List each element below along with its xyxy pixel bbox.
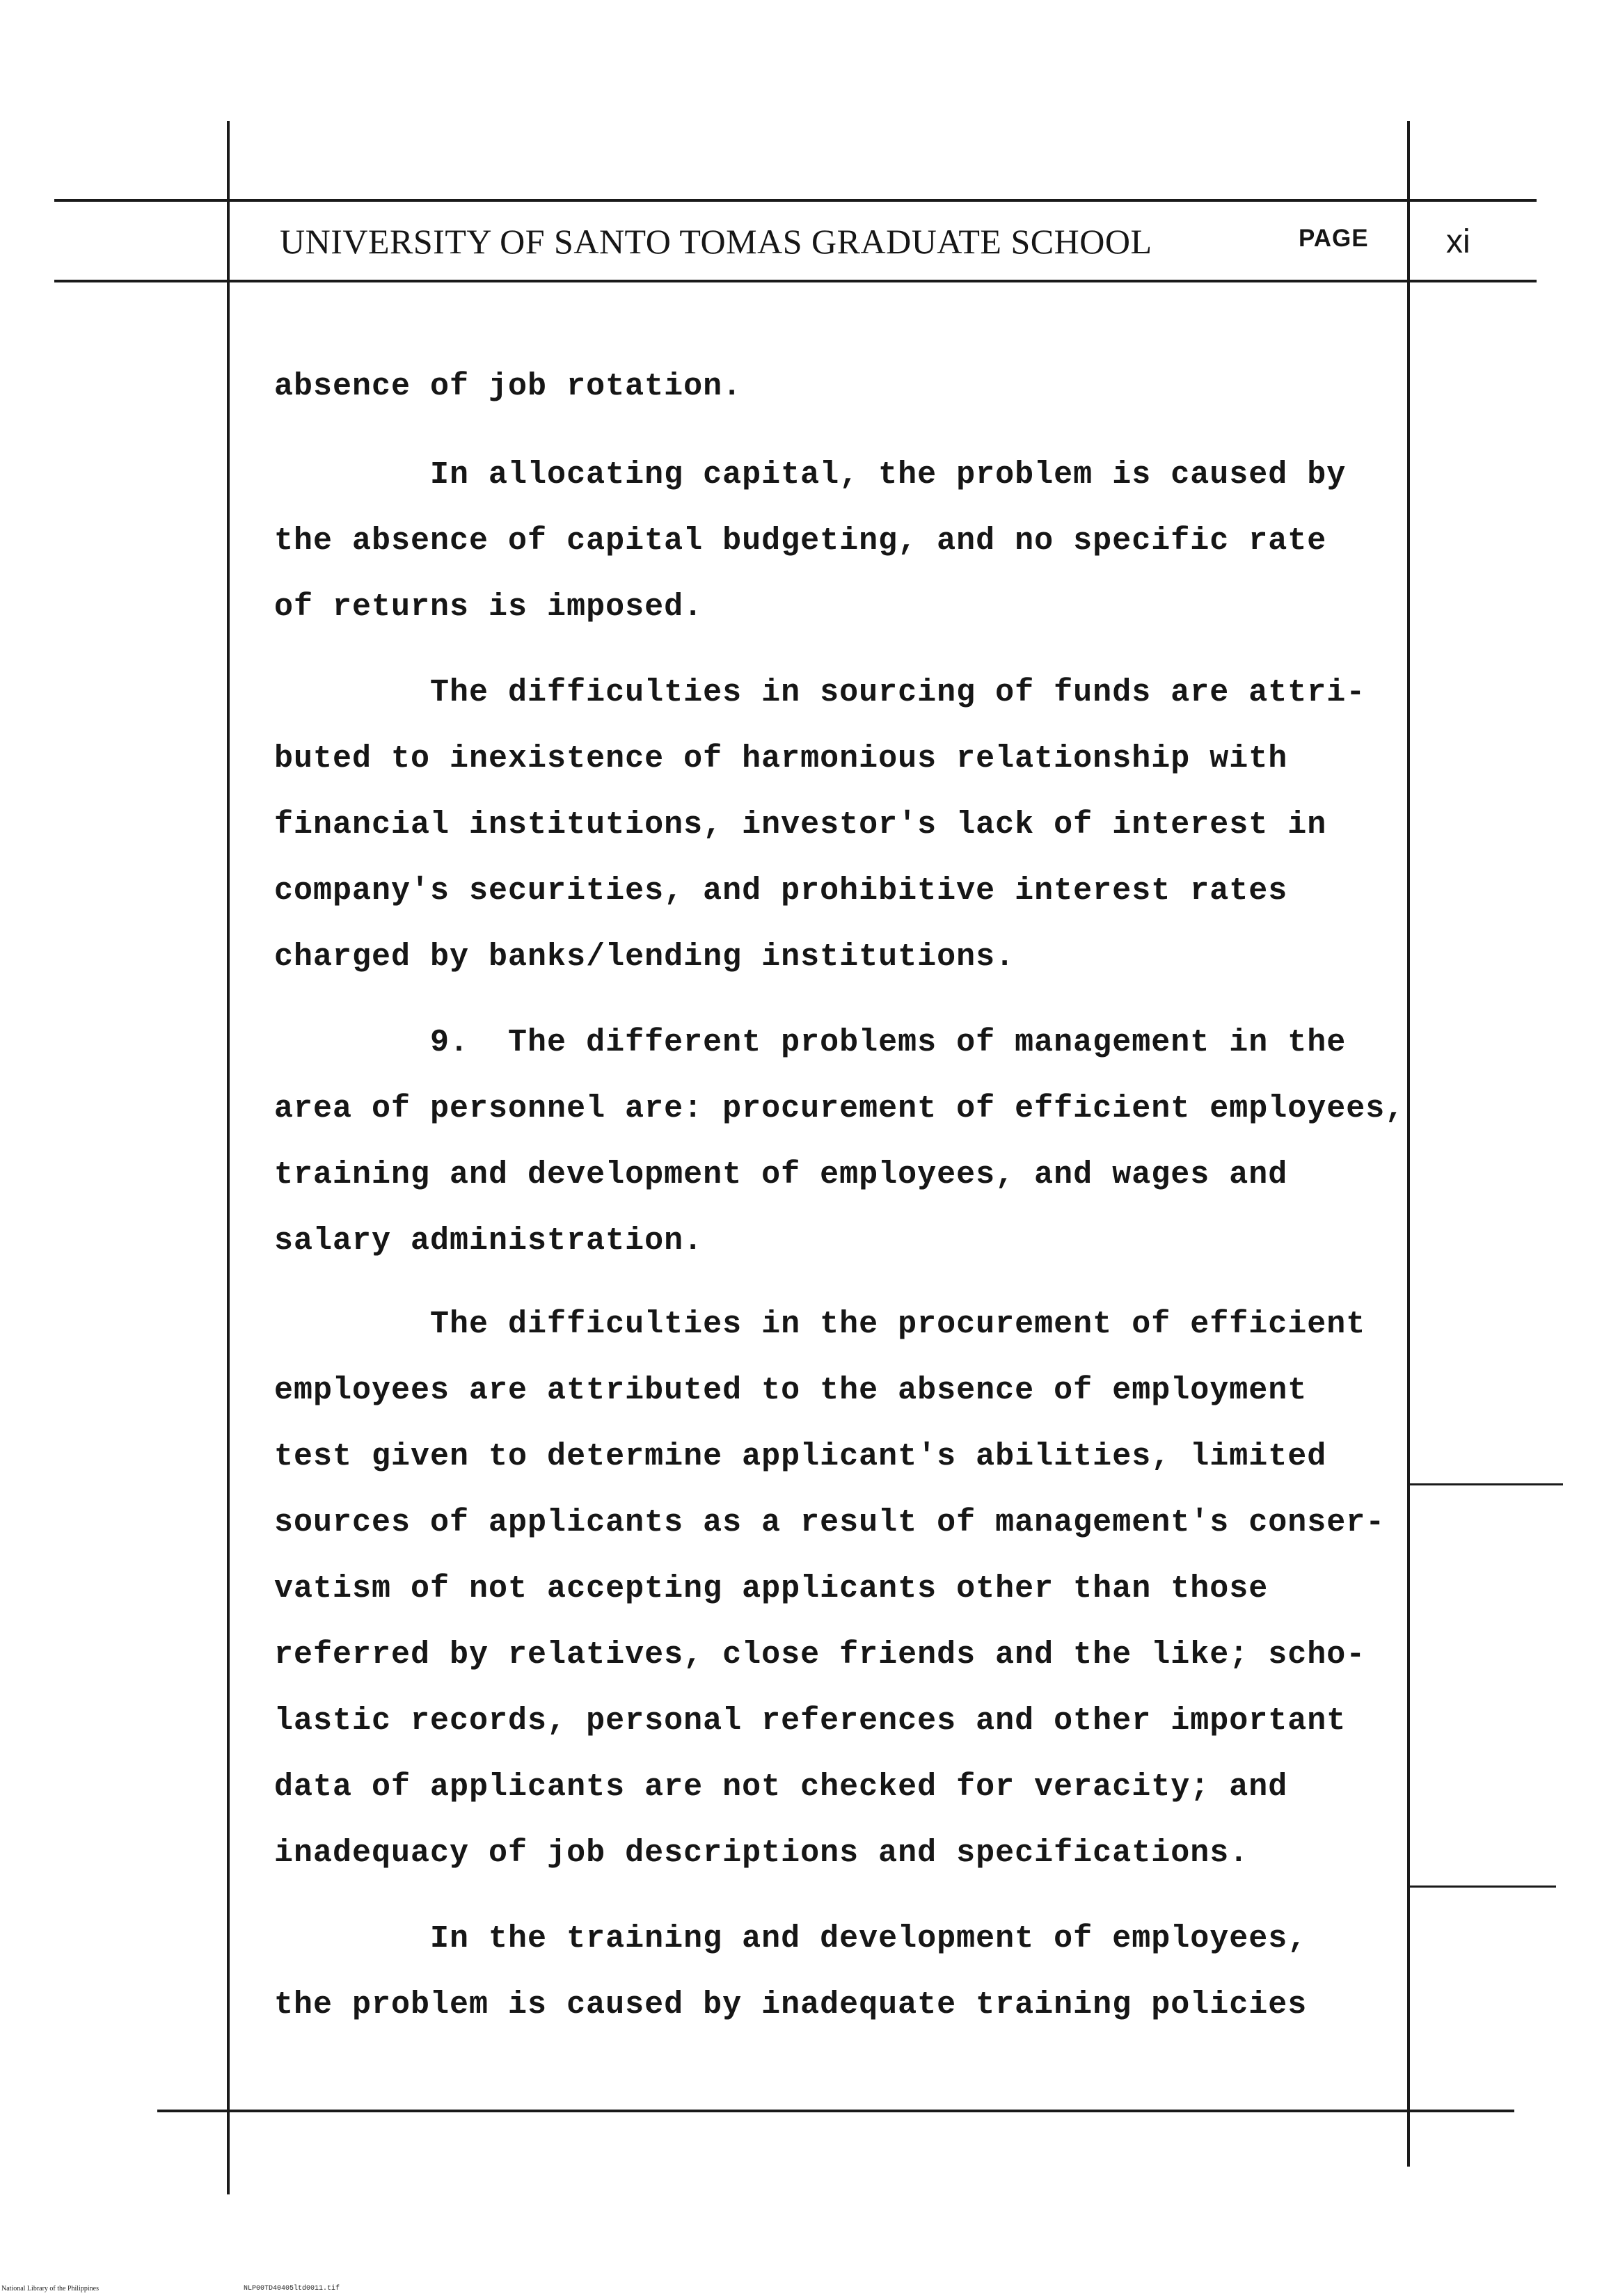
text-line: salary administration. <box>274 1223 704 1259</box>
text-line: charged by banks/lending institutions. <box>274 939 1015 975</box>
text-line: lastic records, personal references and other important <box>274 1703 1347 1739</box>
header-top-rule <box>54 199 1537 202</box>
text-line: training and development of employees, and wages and <box>274 1157 1288 1193</box>
text-line: the problem is caused by inadequate training policies <box>274 1987 1308 2023</box>
text-line: area of personnel are: procurement of efficient employees, <box>274 1091 1405 1126</box>
text-line: the absence of capital budgeting, and no specific rate <box>274 523 1327 559</box>
text-line: 9. The different problems of management in the <box>274 1025 1347 1060</box>
margin-tick-rule <box>1410 1886 1556 1888</box>
text-line: In the training and development of employees, <box>274 1921 1308 1956</box>
text-line: data of applicants are not checked for veracity; and <box>274 1769 1288 1805</box>
left-margin-rule <box>227 121 230 2194</box>
right-margin-rule <box>1407 121 1410 2167</box>
text-line: In allocating capital, the problem is caused by <box>274 457 1347 493</box>
text-line: company's securities, and prohibitive interest rates <box>274 873 1288 909</box>
text-line: inadequacy of job descriptions and specifications. <box>274 1835 1249 1871</box>
text-line: test given to determine applicant's abilities, limited <box>274 1439 1327 1474</box>
text-line: financial institutions, investor's lack of interest in <box>274 807 1327 843</box>
text-line: The difficulties in the procurement of efficient <box>274 1307 1366 1342</box>
text-line: of returns is imposed. <box>274 589 704 625</box>
text-line: vatism of not accepting applicants other than those <box>274 1571 1269 1607</box>
text-line: referred by relatives, close friends and the like; scho- <box>274 1637 1366 1673</box>
text-line: absence of job rotation. <box>274 369 743 404</box>
text-line: The difficulties in sourcing of funds are attri- <box>274 675 1366 710</box>
footer-library-note: National Library of the Philippines <box>1 2285 99 2293</box>
margin-tick-rule <box>1410 1483 1563 1485</box>
text-line: sources of applicants as a result of management's conser- <box>274 1505 1386 1540</box>
footer-rule <box>157 2110 1514 2112</box>
page-number: xi <box>1446 223 1470 260</box>
text-line: buted to inexistence of harmonious relationship with <box>274 741 1288 776</box>
page-label: PAGE <box>1299 225 1369 252</box>
header-bottom-rule <box>54 280 1537 282</box>
footer-file-id: NLP00TD40405ltd0011.tif <box>244 2285 340 2293</box>
header-title: UNIVERSITY OF SANTO TOMAS GRADUATE SCHOOL <box>280 222 1152 261</box>
text-line: employees are attributed to the absence of employment <box>274 1373 1308 1408</box>
